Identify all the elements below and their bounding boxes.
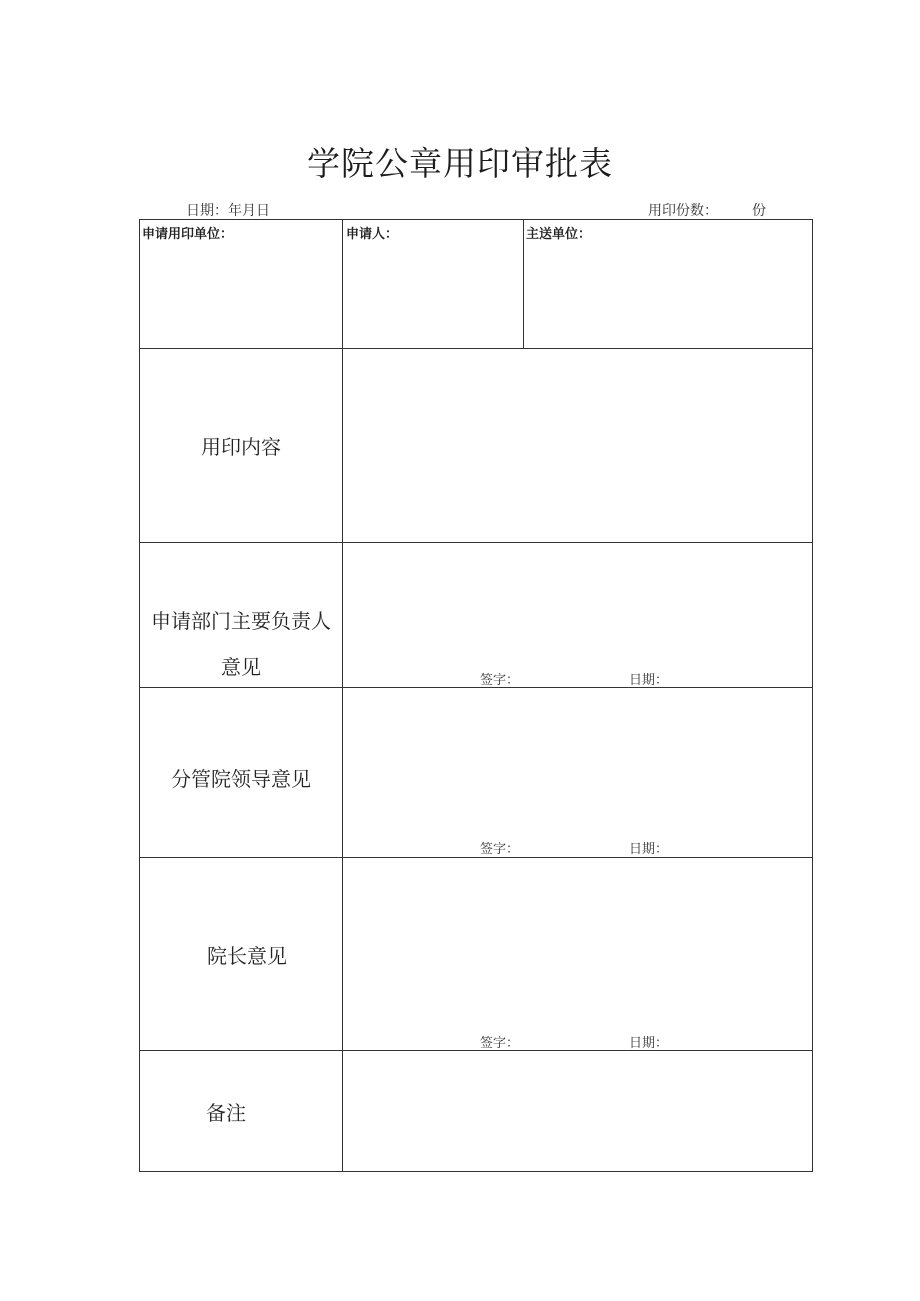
applicant-unit-label: 申请用印单位： bbox=[142, 227, 234, 242]
table-border-left bbox=[139, 219, 140, 1172]
form-title: 学院公章用印审批表 bbox=[307, 144, 613, 183]
dean-date-label: 日期： bbox=[629, 1036, 669, 1051]
dept-sign-label: 签字： bbox=[480, 673, 520, 688]
row-divider bbox=[139, 348, 813, 349]
dept-head-opinion-label bbox=[140, 598, 342, 690]
copies-label: 用印份数： bbox=[648, 203, 718, 219]
remarks-label: 备注 bbox=[206, 1101, 246, 1125]
dean-opinion-label: 院长意见 bbox=[207, 944, 287, 968]
seal-content-label: 用印内容 bbox=[201, 435, 281, 459]
dept-date-label: 日期： bbox=[629, 673, 669, 688]
dean-sign-label: 签字： bbox=[480, 1036, 520, 1051]
table-border-right bbox=[812, 219, 813, 1172]
table-border-bottom bbox=[139, 1171, 813, 1172]
row-divider bbox=[139, 857, 813, 858]
dept-head-opinion-line2: 意见 bbox=[221, 655, 261, 679]
column-divider bbox=[342, 219, 343, 1172]
row-divider bbox=[139, 542, 813, 543]
row-divider bbox=[139, 1050, 813, 1051]
table-border-top bbox=[139, 219, 813, 220]
form-date: 日期：年月日 bbox=[186, 203, 270, 219]
vice-leader-opinion-label: 分管院领导意见 bbox=[171, 767, 311, 791]
copies-unit: 份 bbox=[752, 203, 766, 219]
vice-sign-label: 签字： bbox=[480, 842, 520, 857]
applicant-label: 申请人： bbox=[346, 227, 399, 242]
copies-count bbox=[648, 200, 766, 220]
dept-head-opinion-line1: 申请部门主要负责人 bbox=[151, 609, 331, 633]
vice-date-label: 日期： bbox=[629, 842, 669, 857]
column-divider bbox=[523, 219, 524, 349]
recipient-unit-label: 主送单位： bbox=[526, 227, 592, 242]
